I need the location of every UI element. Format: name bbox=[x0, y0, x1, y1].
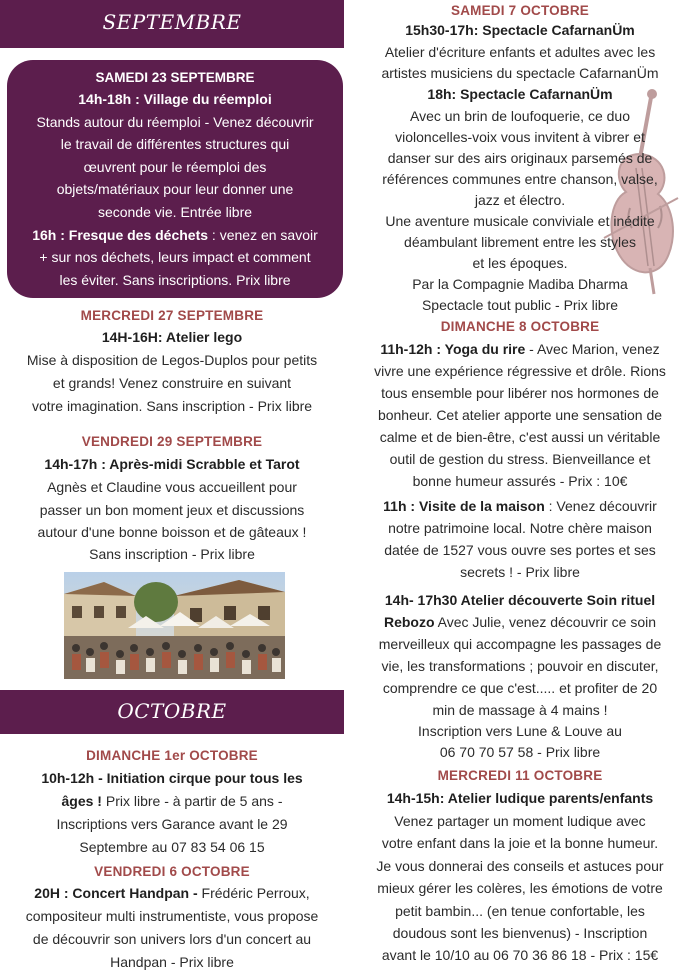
event-line: comprendre ce que c'est..... et profiter de 20 bbox=[382, 680, 658, 696]
event-line: doudous sont les bienvenus) - Inscription bbox=[392, 925, 648, 941]
event-line: + sur nos déchets, leurs impact et comment bbox=[39, 249, 311, 266]
event-line: min de massage à 4 mains ! bbox=[432, 702, 608, 718]
event-line: références communes entre chanson, valse, bbox=[382, 171, 658, 187]
event-line: Sans inscription - Prix libre bbox=[89, 546, 255, 562]
event-text: : venez en savoir bbox=[208, 226, 318, 243]
event-line bbox=[350, 495, 690, 518]
event-line: passer un bon moment jeux et discussions bbox=[39, 502, 305, 518]
event-day: DIMANCHE 1er OCTOBRE bbox=[86, 748, 258, 763]
event-title: 18h: Spectacle CafarnanÜm bbox=[427, 86, 613, 102]
event-line: Spectacle tout public - Prix libre bbox=[421, 297, 619, 313]
event-line: de découvrir son univers lors d'un concert au bbox=[32, 931, 312, 947]
event-title: 15h30-17h: Spectacle CafarnanÜm bbox=[405, 22, 635, 38]
event-line: seconde vie. Entrée libre bbox=[97, 203, 253, 220]
event-day: SAMEDI 23 SEPTEMBRE bbox=[95, 70, 255, 85]
event-line: votre imagination. Sans inscription - Prix libre bbox=[31, 398, 313, 414]
event-text: : Venez découvrir bbox=[544, 498, 657, 514]
event-line bbox=[350, 338, 690, 361]
month-title: OCTOBRE bbox=[117, 699, 227, 723]
event-line: Inscriptions vers Garance avant le 29 bbox=[56, 816, 288, 832]
event-day: SAMEDI 7 OCTOBRE bbox=[451, 3, 589, 18]
event-line: œuvrent pour le réemploi des bbox=[83, 158, 267, 175]
event-line: déambulant librement entre les styles bbox=[404, 234, 636, 250]
event-line: tous ensemble pour libérer nos hormones de bbox=[381, 385, 659, 401]
event-line: vie, les transformations ; pouvoir en discuter, bbox=[381, 658, 659, 674]
event-line: Inscription vers Lune & Louve au bbox=[418, 723, 622, 739]
event-line: bonne humeur assurés - Prix : 10€ bbox=[412, 473, 628, 489]
event-line: violoncelles-voix vous invitent à vibrer et bbox=[395, 129, 645, 145]
event-line: et grands! Venez construire en suivant bbox=[52, 375, 292, 391]
event-line: Septembre au 07 83 54 06 15 bbox=[79, 839, 265, 855]
event-line: Agnès et Claudine vous accueillent pour bbox=[47, 479, 297, 495]
event-line: datée de 1527 vous ouvre ses portes et ses bbox=[384, 542, 656, 558]
event-line: et les époques. bbox=[472, 255, 568, 271]
event-line: objets/matériaux pour leur donner une bbox=[56, 181, 294, 198]
month-banner-septembre bbox=[0, 0, 344, 48]
event-line: Atelier d'écriture enfants et adultes avec les bbox=[384, 44, 656, 60]
event-line bbox=[350, 611, 690, 634]
event-line: les éviter. Sans inscriptions. Prix libre bbox=[59, 271, 291, 288]
event-title: 14h- 17h30 Atelier découverte Soin rituel bbox=[384, 592, 656, 608]
event-line: calme et de bien-être, c'est aussi un véritable bbox=[379, 429, 661, 445]
event-title: 11h-12h : Yoga du rire bbox=[380, 341, 526, 357]
event-line: Venez partager un moment ludique avec bbox=[394, 813, 646, 829]
event-line: artistes musiciens du spectacle CafarnanÜm bbox=[381, 65, 659, 81]
event-title: 14h-17h : Après-midi Scrabble et Tarot bbox=[44, 456, 300, 472]
event-card-village-reemploi bbox=[7, 60, 343, 298]
event-line: petit bambin... (en tenue confortable, les bbox=[395, 903, 645, 919]
event-line: merveilleux qui accompagne les passages de bbox=[378, 636, 662, 652]
event-day: VENDREDI 6 OCTOBRE bbox=[94, 864, 250, 879]
event-title: 16h : Fresque des déchets bbox=[32, 226, 209, 243]
event-line: 06 70 70 57 58 - Prix libre bbox=[439, 744, 601, 760]
event-line: secrets ! - Prix libre bbox=[460, 564, 580, 580]
event-title: 10h-12h - Initiation cirque pour tous les bbox=[41, 770, 303, 786]
event-line: danser sur des airs originaux parsemés de bbox=[387, 150, 653, 166]
event-title: 14H-16H: Atelier lego bbox=[101, 329, 243, 345]
month-banner-octobre bbox=[0, 690, 344, 734]
event-text: Frédéric Perroux, bbox=[197, 885, 310, 901]
event-day: MERCREDI 27 SEPTEMBRE bbox=[80, 308, 264, 323]
event-line bbox=[0, 882, 344, 905]
event-day: VENDREDI 29 SEPTEMBRE bbox=[81, 434, 263, 449]
event-line: mieux gérer les colères, les émotions de votre bbox=[377, 880, 663, 896]
courtyard-event-image bbox=[64, 572, 285, 679]
event-title: âges ! bbox=[61, 793, 102, 809]
event-line: bonheur. Cet atelier apporte une sensation de bbox=[377, 407, 663, 423]
event-line: Handpan - Prix libre bbox=[110, 954, 234, 970]
event-title: 14h-18h : Village du réemploi bbox=[78, 91, 272, 107]
event-line: Mise à disposition de Legos-Duplos pour petits bbox=[26, 352, 318, 368]
event-line: Par la Compagnie Madiba Dharma bbox=[412, 276, 628, 292]
event-day: DIMANCHE 8 OCTOBRE bbox=[440, 319, 600, 334]
event-line bbox=[7, 224, 343, 247]
event-photo bbox=[64, 572, 285, 679]
event-text: Avec Julie, venez découvrir ce soin bbox=[434, 614, 657, 630]
event-line: vivre une expérience régressive et drôle. Rions bbox=[374, 363, 666, 379]
event-line: Une aventure musicale conviviale et inédite bbox=[385, 213, 655, 229]
event-title: 14h-15h: Atelier ludique parents/enfants bbox=[386, 790, 654, 806]
event-line bbox=[0, 790, 344, 813]
event-line: avant le 10/10 au 06 70 36 86 18 - Prix : 15€ bbox=[381, 947, 659, 963]
event-text: Prix libre - à partir de 5 ans - bbox=[101, 793, 283, 809]
event-line: Avec un brin de loufoquerie, ce duo bbox=[409, 108, 630, 124]
event-line: autour d'une bonne boisson et de gâteaux ! bbox=[37, 524, 307, 540]
event-line: Je vous donnerai des conseils et astuces pour bbox=[376, 858, 664, 874]
event-day: MERCREDI 11 OCTOBRE bbox=[437, 768, 603, 783]
event-line: jazz et électro. bbox=[474, 192, 566, 208]
event-line: compositeur multi instrumentiste, vous propose bbox=[25, 908, 319, 924]
event-line: notre patrimoine local. Notre chère maison bbox=[388, 520, 652, 536]
event-line: outil de gestion du stress. Bienveillance et bbox=[389, 451, 651, 467]
event-line: le travail de différentes structures qui bbox=[60, 136, 290, 153]
event-line: Stands autour du réemploi - Venez découvrir bbox=[36, 113, 314, 130]
event-title: 11h : Visite de la maison bbox=[383, 498, 545, 514]
event-title: Rebozo bbox=[383, 614, 435, 630]
month-title: SEPTEMBRE bbox=[102, 10, 242, 34]
event-text: - Avec Marion, venez bbox=[525, 341, 660, 357]
event-title: 20H : Concert Handpan - bbox=[34, 885, 198, 901]
event-line: votre enfant dans la joie et la bonne humeur. bbox=[381, 835, 659, 851]
